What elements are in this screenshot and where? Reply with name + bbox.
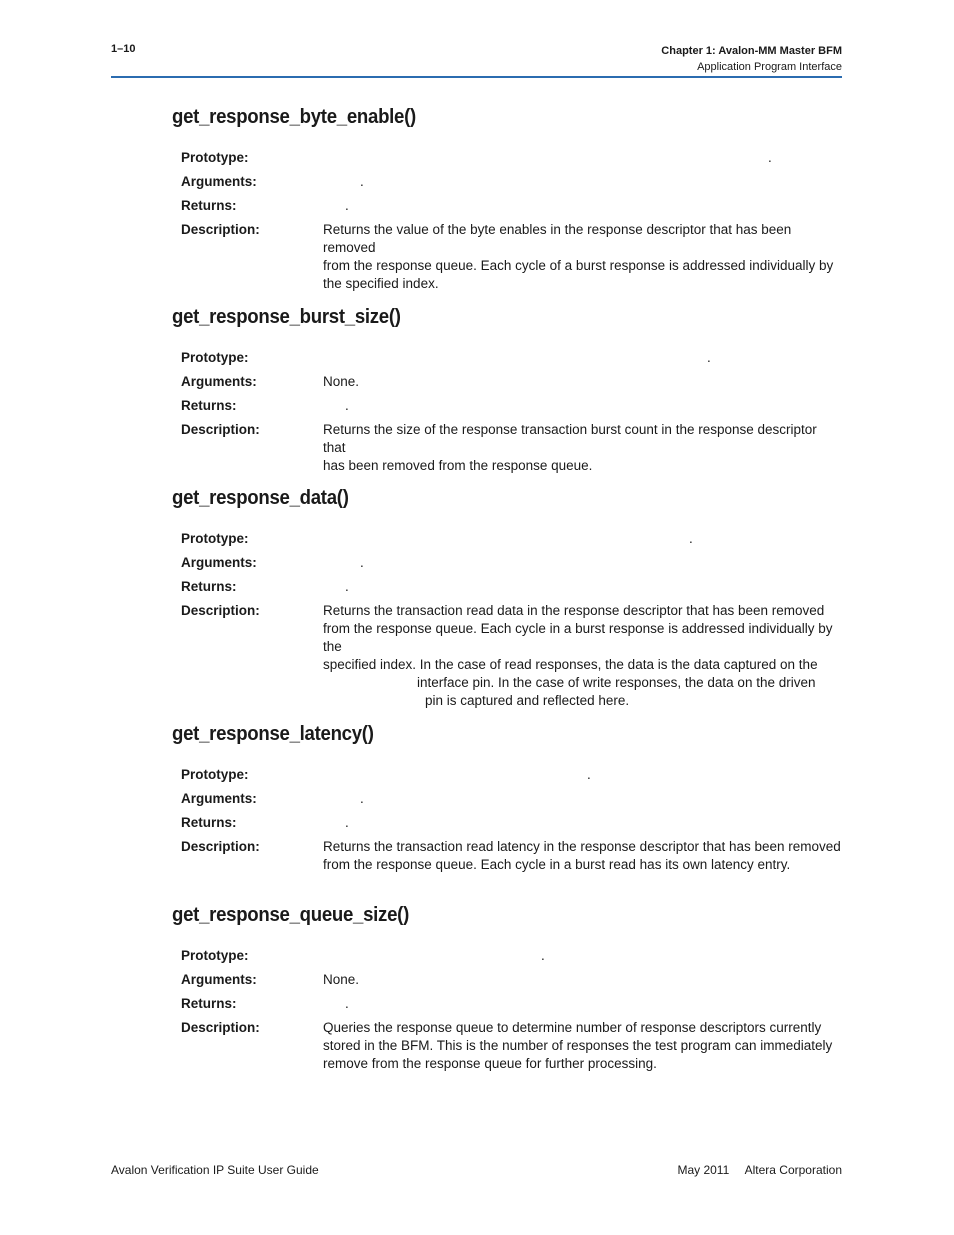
returns-row: [172, 995, 842, 1013]
prototype-row: [172, 947, 842, 965]
description-line: pin is captured and reflected here.: [425, 693, 630, 708]
footer-company: Altera Corporation: [744, 1163, 842, 1177]
returns-label: Returns:: [181, 398, 237, 413]
api-section-data: [172, 487, 842, 716]
description-line: Returns the value of the byte enables in the response descriptor that has been removed: [323, 222, 792, 255]
description-row: [172, 602, 842, 710]
returns-value: .: [345, 815, 349, 830]
returns-value: .: [345, 579, 349, 594]
page-number: 1–10: [111, 43, 136, 55]
returns-row: [172, 197, 842, 215]
description-line: specified index. In the case of read responses, the data is the data captured on the: [323, 657, 818, 672]
arguments-row: [172, 173, 842, 191]
prototype-label: Prototype:: [181, 150, 249, 165]
description-label: Description:: [181, 1020, 260, 1035]
prototype-row: [172, 349, 842, 367]
description-line: remove from the response queue for further processing.: [323, 1056, 657, 1071]
description-row: [172, 221, 842, 293]
description-row: [172, 1019, 842, 1073]
returns-row: [172, 814, 842, 832]
arguments-value: .: [360, 174, 364, 189]
api-section-queue-size: [172, 904, 842, 1079]
arguments-value: .: [360, 791, 364, 806]
arguments-value: None.: [323, 972, 360, 987]
returns-label: Returns:: [181, 996, 237, 1011]
description-row: [172, 421, 842, 475]
arguments-row: [172, 373, 842, 391]
description-line: from the response queue. Each cycle in a burst response is addressed individually by the: [323, 621, 833, 654]
arguments-label: Arguments:: [181, 374, 257, 389]
running-header: [661, 43, 842, 75]
section-heading: get_response_byte_enable(): [172, 106, 416, 128]
description-line: from the response queue. Each cycle of a burst response is addressed individually by: [323, 258, 834, 273]
description-line: the specified index.: [323, 276, 439, 291]
footer-document-title: Avalon Verification IP Suite User Guide: [111, 1163, 319, 1177]
section-heading: get_response_latency(): [172, 723, 374, 745]
api-section-burst-size: [172, 306, 842, 481]
description-line: interface pin. In the case of write responses, the data on the driven: [417, 675, 816, 690]
chapter-title: Chapter 1: Avalon-MM Master BFM: [661, 45, 842, 57]
description-label: Description:: [181, 839, 260, 854]
returns-row: [172, 578, 842, 596]
returns-value: .: [345, 996, 349, 1011]
returns-value: .: [345, 198, 349, 213]
prototype-value: .: [541, 948, 545, 963]
prototype-label: Prototype:: [181, 531, 249, 546]
arguments-row: [172, 554, 842, 572]
description-label: Description:: [181, 422, 260, 437]
prototype-row: [172, 149, 842, 167]
description-line: stored in the BFM. This is the number of responses the test program can immediately: [323, 1038, 833, 1053]
returns-label: Returns:: [181, 579, 237, 594]
prototype-value: .: [689, 531, 693, 546]
arguments-label: Arguments:: [181, 972, 257, 987]
arguments-label: Arguments:: [181, 174, 257, 189]
footer-right: [665, 1163, 842, 1177]
arguments-row: [172, 790, 842, 808]
prototype-row: [172, 530, 842, 548]
section-heading: get_response_data(): [172, 487, 349, 509]
arguments-row: [172, 971, 842, 989]
arguments-label: Arguments:: [181, 555, 257, 570]
prototype-row: [172, 766, 842, 784]
returns-value: .: [345, 398, 349, 413]
prototype-label: Prototype:: [181, 767, 249, 782]
prototype-label: Prototype:: [181, 948, 249, 963]
header-rule: [111, 76, 842, 78]
arguments-value: None.: [323, 374, 360, 389]
description-line: from the response queue. Each cycle in a burst read has its own latency entry.: [323, 857, 791, 872]
section-heading: get_response_burst_size(): [172, 306, 401, 328]
arguments-label: Arguments:: [181, 791, 257, 806]
section-title: Application Program Interface: [697, 61, 842, 73]
description-line: has been removed from the response queue.: [323, 458, 593, 473]
arguments-value: .: [360, 555, 364, 570]
api-section-latency: [172, 723, 842, 880]
description-line: Returns the transaction read latency in the response descriptor that has been removed: [323, 839, 841, 854]
description-label: Description:: [181, 603, 260, 618]
prototype-value: .: [707, 350, 711, 365]
description-line: Returns the size of the response transaction burst count in the response descriptor that: [323, 422, 817, 455]
prototype-value: .: [768, 150, 772, 165]
description-line: Queries the response queue to determine number of response descriptors currently: [323, 1020, 822, 1035]
prototype-value: .: [587, 767, 591, 782]
returns-label: Returns:: [181, 198, 237, 213]
description-row: [172, 838, 842, 874]
api-section-byte-enable: [172, 106, 842, 299]
prototype-label: Prototype:: [181, 350, 249, 365]
returns-row: [172, 397, 842, 415]
section-heading: get_response_queue_size(): [172, 904, 409, 926]
returns-label: Returns:: [181, 815, 237, 830]
description-label: Description:: [181, 222, 260, 237]
footer-date: May 2011: [677, 1163, 730, 1177]
description-line: Returns the transaction read data in the response descriptor that has been removed: [323, 603, 825, 618]
